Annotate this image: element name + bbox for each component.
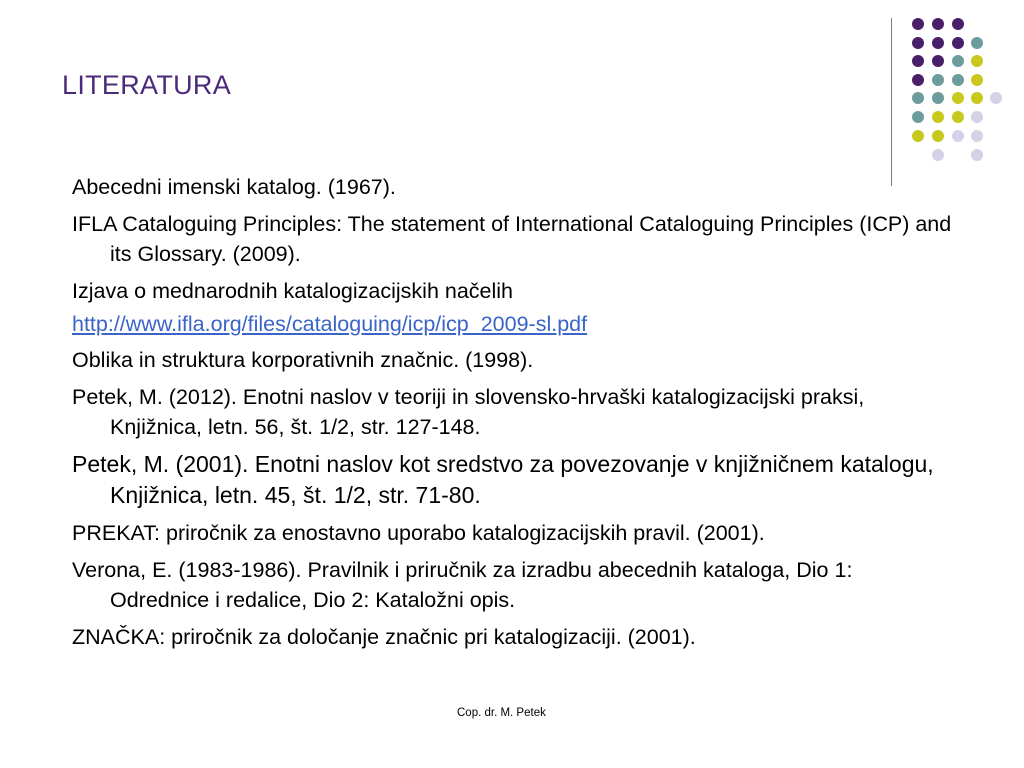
reference-item: Abecedni imenski katalog. (1967). (72, 175, 396, 199)
decor-dot (932, 149, 944, 161)
decor-dot (971, 149, 983, 161)
decor-dot (912, 74, 924, 86)
decor-dot (990, 92, 1002, 104)
decor-dot (952, 55, 964, 67)
reference-list (72, 172, 952, 659)
decor-dot (952, 130, 964, 142)
reference-url-link[interactable]: http://www.ifla.org/files/cataloguing/icp/icp_2009-sl.pdf (72, 312, 588, 336)
decor-dot (932, 37, 944, 49)
reference-item: Izjava o mednarodnih katalogizacijskih načelih (72, 279, 514, 303)
decor-dot (932, 55, 944, 67)
reference-item: Petek, M. (2012). Enotni naslov v teoriji in slovensko-hrvaški katalogizacijski praksi, Knjižnica, letn. 56, št. 1/2, str. 127-148. (72, 385, 865, 439)
decor-dot (952, 111, 964, 123)
decor-dot (971, 74, 983, 86)
decor-dot (971, 130, 983, 142)
decor-dot (952, 92, 964, 104)
decor-dot (932, 92, 944, 104)
decor-dot (971, 37, 983, 49)
decor-dot (932, 74, 944, 86)
reference-item: PREKAT: priročnik za enostavno uporabo katalogizacijskih pravil. (2001). (72, 521, 765, 545)
decor-dot (971, 111, 983, 123)
decor-dot (952, 74, 964, 86)
reference-link-item (72, 309, 952, 339)
decor-dot (932, 130, 944, 142)
decor-dot (971, 55, 983, 67)
title-divider-line (891, 18, 892, 186)
decor-dot (952, 37, 964, 49)
decor-dot (932, 111, 944, 123)
decor-dot (912, 92, 924, 104)
decor-dot (912, 130, 924, 142)
reference-item: Oblika in struktura korporativnih značnic. (1998). (72, 348, 534, 372)
decor-dot (912, 37, 924, 49)
reference-item: Verona, E. (1983-1986). Pravilnik i priručnik za izradbu abecednih kataloga, Dio 1: Odrednice i redalice, Dio 2: Kataložni opis. (72, 558, 853, 612)
decor-dot (912, 18, 924, 30)
decor-dot (932, 18, 944, 30)
reference-item: Petek, M. (2001). Enotni naslov kot sredstvo za povezovanje v knjižničnem katalogu, Knjižnica, letn. 45, št. 1/2, str. 71-80. (72, 451, 934, 508)
decor-dot (912, 55, 924, 67)
decor-dot (952, 18, 964, 30)
footer-copyright: Cop. dr. M. Petek (457, 707, 546, 719)
decor-dot (971, 92, 983, 104)
reference-item: ZNAČKA: priročnik za določanje značnic pri katalogizaciji. (2001). (72, 625, 696, 649)
decor-dot (912, 111, 924, 123)
slide-title: LITERATURA (62, 70, 232, 100)
reference-item: IFLA Cataloguing Principles: The statement of International Cataloguing Principles (ICP) and its Glossary. (2009). (72, 212, 952, 266)
